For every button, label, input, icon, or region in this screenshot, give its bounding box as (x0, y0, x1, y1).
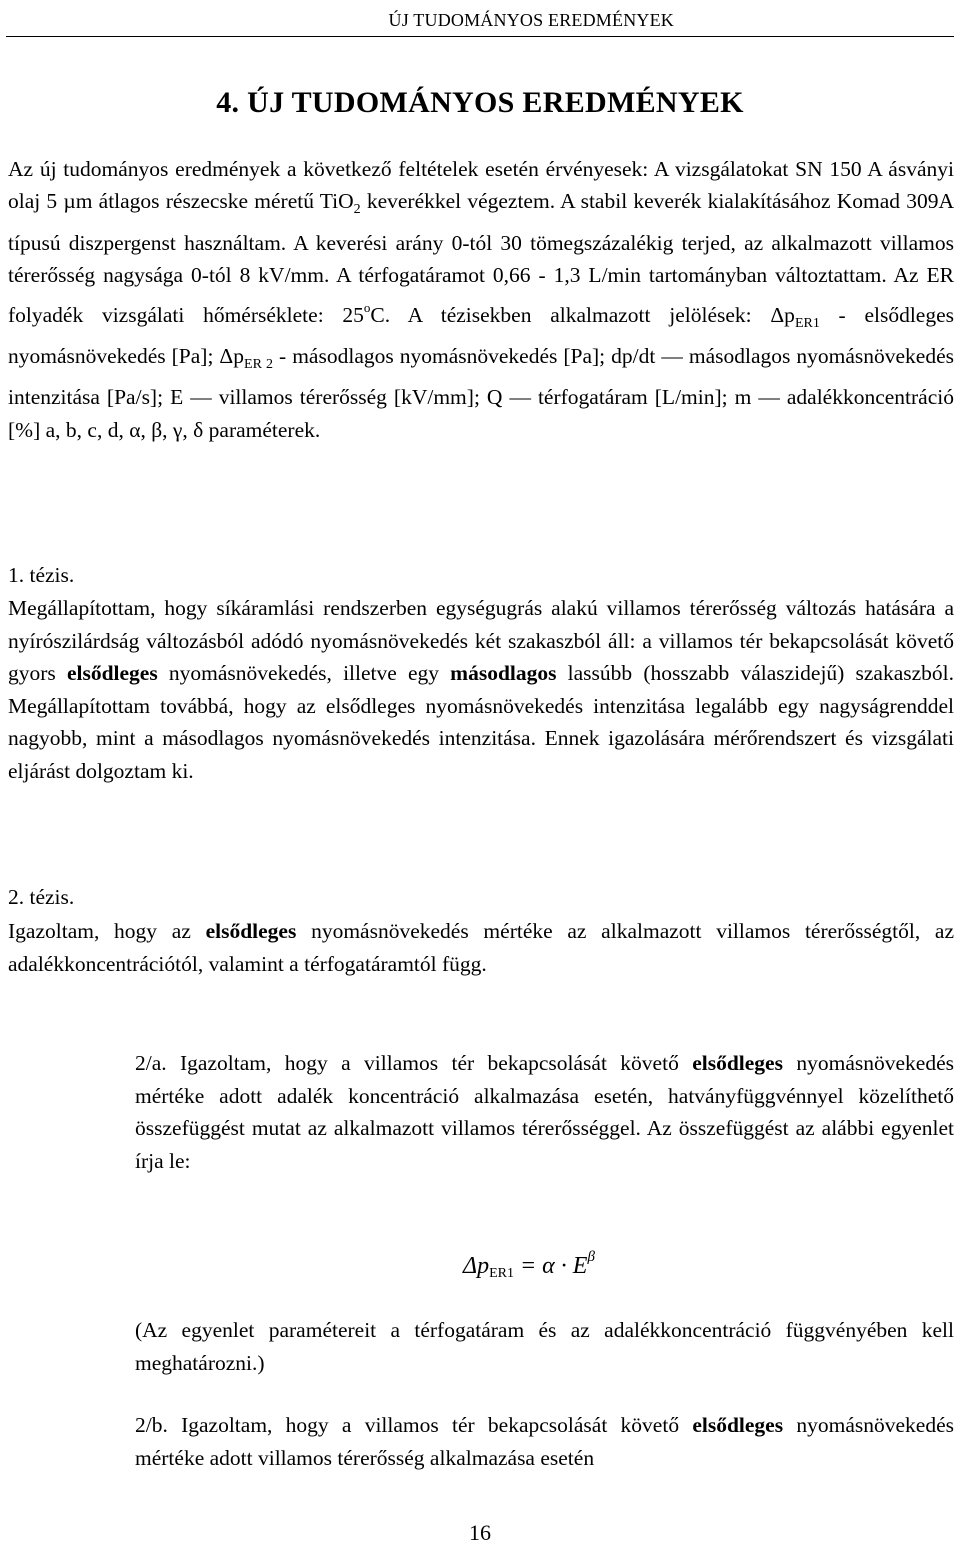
thesis-2b-text-c: nyomásnövekedés mértéke adott villamos térerősség alkalmazása esetén (135, 1413, 954, 1470)
intro-paragraph (8, 153, 954, 446)
header-rule (6, 36, 954, 37)
thesis-2a-paragraph (135, 1047, 954, 1177)
equation-note (135, 1314, 954, 1379)
chapter-title: 4. ÚJ TUDOMÁNYOS EREDMÉNYEK (216, 86, 744, 119)
thesis-2a-text-c: nyomásnövekedés mértéke adott adalék koncentráció alkalmazása esetén, hatványfüggvénnyel közelíthető összefüggést mutat az alkalmazott villamos térerősséggel. Az összefüggést az alábbi egyenlet írja le: (135, 1051, 954, 1173)
thesis-2-paragraph (8, 915, 954, 980)
running-header: ÚJ TUDOMÁNYOS EREDMÉNYEK (388, 10, 674, 30)
equation-rhs-sup: β (587, 1249, 595, 1265)
intro-text-4: - elsődleges nyomásnövekedés [Pa]; Δp (8, 302, 955, 369)
power-law-equation (463, 1249, 595, 1282)
thesis-1-label: 1. tézis. (8, 563, 75, 587)
thesis-2b-paragraph (135, 1409, 954, 1474)
thesis-2b-bold-primary: elsődleges (692, 1413, 784, 1437)
equation-note-text: (Az egyenlet paramétereit a térfogatáram és az adalékkoncentráció függvényében kell meghatározni.) (135, 1318, 954, 1375)
thesis-2a-bold-primary: elsődleges (692, 1051, 783, 1075)
equation-lhs-sub: ER1 (489, 1266, 514, 1281)
intro-sub-er2: ER 2 (244, 357, 274, 373)
thesis-1-text-e: lassúbb (hosszabb válaszidejű) szakaszból. Megállapítottam továbbá, hogy az elsődleges nyomásnövekedés intenzitása legalább egy nagyságrenddel nagyobb, mint a másodlagos nyomásnövekedés intenzitása. Ennek igazolására mérőrendszert és vizsgálati eljárást dolgoztam ki. (8, 661, 955, 783)
thesis-2-text-c: nyomásnövekedés mértéke az alkalmazott villamos térerősségtől, az adalékkoncentrációtól, valamint a térfogatáramtól függ. (8, 919, 954, 976)
thesis-2-label: 2. tézis. (8, 885, 75, 909)
page-number: 16 (469, 1520, 491, 1545)
thesis-2-text-a: Igazoltam, hogy az (8, 919, 206, 943)
thesis-2-bold-primary: elsődleges (205, 919, 297, 943)
equation-rhs: = α · E (513, 1253, 588, 1279)
thesis-1-text-c: nyomásnövekedés, illetve egy (157, 661, 451, 685)
thesis-1-bold-primary: elsődleges (66, 661, 158, 685)
thesis-2a-text-a: 2/a. Igazoltam, hogy a villamos tér bekapcsolását követő (135, 1051, 693, 1075)
thesis-1-paragraph (8, 592, 954, 787)
thesis-1-text-a: Megállapítottam, hogy síkáramlási rendszerben egységugrás alakú villamos térerősség változás hatására a nyírószilárdság változásból adódó nyomásnövekedés két szakaszból áll: a villamos tér bekapcsolását követő gyors (8, 596, 954, 685)
intro-text-2: keverékkel végeztem. A stabil keverék kialakításához Komad 309A típusú diszpergenst használtam. A keverési arány 0-tól 30 tömegszázalékig terjed, az alkalmazott villamos térerősség nagysága 0-tól 8 kV/mm. A térfogatáramot 0,66 - 1,3 L/min tartományban változtattam. Az ER folyadék vizsgálati hőmérséklete: 25 (8, 189, 954, 327)
equation-lhs: Δp (463, 1253, 490, 1279)
intro-text-3: C. A tézisekben alkalmazott jelölések: Δp (370, 302, 795, 327)
thesis-1-bold-secondary: másodlagos (450, 661, 557, 685)
intro-sub-tio2: 2 (353, 202, 361, 218)
intro-text-5: - másodlagos nyomásnövekedés [Pa]; dp/dt — másodlagos nyomásnövekedés intenzitása [Pa/s]; E — villamos térerősség [kV/mm]; Q — térfogatáram [L/min]; m — adalékkoncentráció [%] a, b, c, d, α, β, γ, δ paraméterek. (8, 344, 955, 442)
intro-sub-er1: ER1 (794, 315, 820, 331)
intro-sup-degree: o (363, 299, 371, 315)
thesis-2b-text-a: 2/b. Igazoltam, hogy a villamos tér bekapcsolását követő (135, 1413, 693, 1437)
intro-text-1: Az új tudományos eredmények a következő feltételek esetén érvényesek: A vizsgálatokat SN 150 A ásványi olaj 5 µm átlagos részecske méretű TiO (8, 157, 954, 214)
